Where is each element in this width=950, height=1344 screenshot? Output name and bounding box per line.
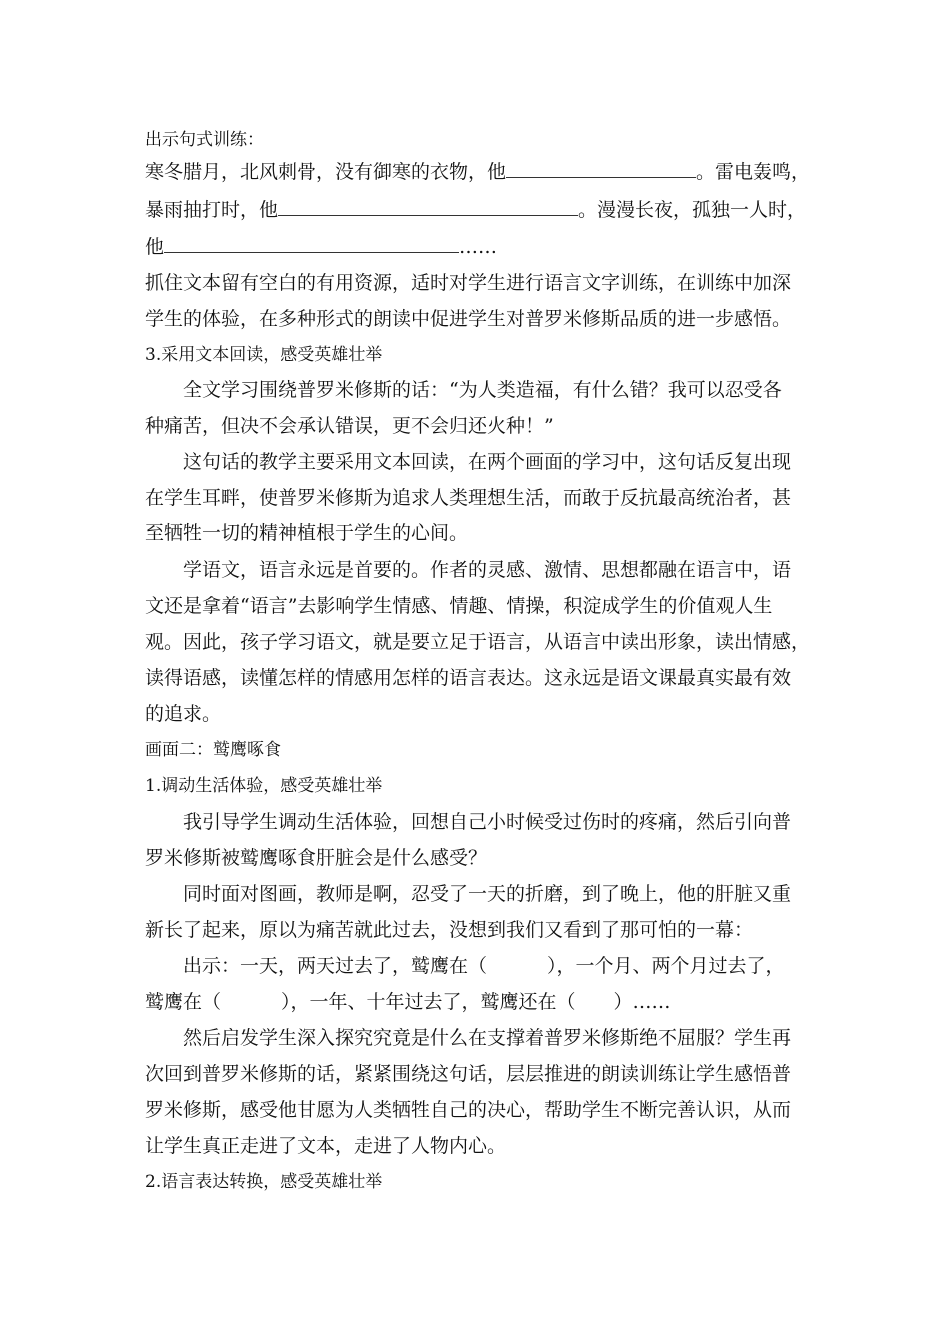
paragraph-line: 次回到普罗米修斯的话，紧紧围绕这句话，层层推进的朗读训练让学生感悟普 <box>145 1063 792 1085</box>
section-heading: 3.采用文本回读，感受英雄壮举 <box>145 345 383 365</box>
exercise-heading: 出示句式训练： <box>145 130 264 150</box>
exercise-line-2-text: 暴雨抽打时，他 <box>145 199 279 221</box>
exercise-line-4 <box>183 953 785 979</box>
exercise-line-2 <box>145 197 806 223</box>
paragraph-line: 罗米修斯被鹫鹰啄食肝脏会是什么感受？ <box>145 847 488 869</box>
paragraph-line: 的追求。 <box>145 703 222 725</box>
exercise-line-4-end: ），一个月、两个月过去了， <box>547 955 785 977</box>
paragraph-line: 同时面对图画，教师是啊，忍受了一天的折磨，到了晚上，他的肝脏又重 <box>183 883 792 905</box>
paragraph-line: 新长了起来，原以为痛苦就此过去，没想到我们又看到了那可怕的一幕： <box>145 919 754 941</box>
paragraph-line: 全文学习围绕普罗米修斯的话：“为人类造福，有什么错？我可以忍受各 <box>183 379 782 401</box>
exercise-line-1 <box>145 159 810 185</box>
paragraph-line: 观。因此，孩子学习语文，就是要立足于语言，从语言中读出形象，读出情感， <box>145 631 811 653</box>
fill-blank[interactable] <box>164 234 459 253</box>
paragraph-line: 然后启发学生深入探究究竟是什么在支撑着普罗米修斯绝不屈服？学生再 <box>183 1027 792 1049</box>
paragraph-line: 至牺牲一切的精神植根于学生的心间。 <box>145 522 469 544</box>
exercise-line-2-end: 。漫漫长夜，孤独一人时， <box>578 199 807 221</box>
exercise-line-5 <box>145 989 671 1015</box>
section-heading: 画面二：鹫鹰啄食 <box>145 740 281 760</box>
paragraph-line: 让学生真正走进了文本，走进了人物内心。 <box>145 1135 507 1157</box>
paragraph-line: 学生的体验，在多种形式的朗读中促进学生对普罗米修斯品质的进一步感悟。 <box>145 308 792 330</box>
fill-blank[interactable] <box>506 159 696 178</box>
fill-blank[interactable] <box>278 197 578 216</box>
exercise-line-3-text: 他 <box>145 236 165 258</box>
paragraph-line: 在学生耳畔，使普罗米修斯为追求人类理想生活，而敢于反抗最高统治者，甚 <box>145 487 792 509</box>
paragraph-line: 种痛苦，但决不会承认错误，更不会归还火种！” <box>145 415 554 437</box>
exercise-line-4-text: 出示：一天，两天过去了，鹫鹰在（ <box>183 955 488 977</box>
paragraph-line: 文还是拿着“语言”去影响学生情感、情趣、情操，积淀成学生的价值观人生 <box>145 595 773 617</box>
paragraph-line: 罗米修斯，感受他甘愿为人类牺牲自己的决心，帮助学生不断完善认识，从而 <box>145 1099 792 1121</box>
exercise-line-5-end: ）…… <box>613 991 671 1013</box>
exercise-line-1-end: 。雷电轰鸣， <box>696 161 811 183</box>
paragraph-line: 学语文，语言永远是首要的。作者的灵感、激情、思想都融在语言中，语 <box>183 559 792 581</box>
paragraph-line: 抓住文本留有空白的有用资源，适时对学生进行语言文字训练，在训练中加深 <box>145 272 792 294</box>
paragraph-line: 这句话的教学主要采用文本回读，在两个画面的学习中，这句话反复出现 <box>183 451 792 473</box>
exercise-line-5-mid: ），一年、十年过去了，鹫鹰还在（ <box>281 991 576 1013</box>
exercise-line-1-text: 寒冬腊月，北风刺骨，没有御寒的衣物，他 <box>145 161 507 183</box>
exercise-line-3-end: …… <box>459 236 498 258</box>
paragraph-line: 我引导学生调动生活体验，回想自己小时候受过伤时的疼痛，然后引向普 <box>183 811 792 833</box>
exercise-line-5-text: 鹫鹰在（ <box>145 991 222 1013</box>
paragraph-line: 读得语感，读懂怎样的情感用怎样的语言表达。这永远是语文课最真实最有效 <box>145 667 792 689</box>
section-heading: 1.调动生活体验，感受英雄壮举 <box>145 776 383 796</box>
section-heading: 2.语言表达转换，感受英雄壮举 <box>145 1172 383 1192</box>
exercise-line-3 <box>145 234 497 260</box>
